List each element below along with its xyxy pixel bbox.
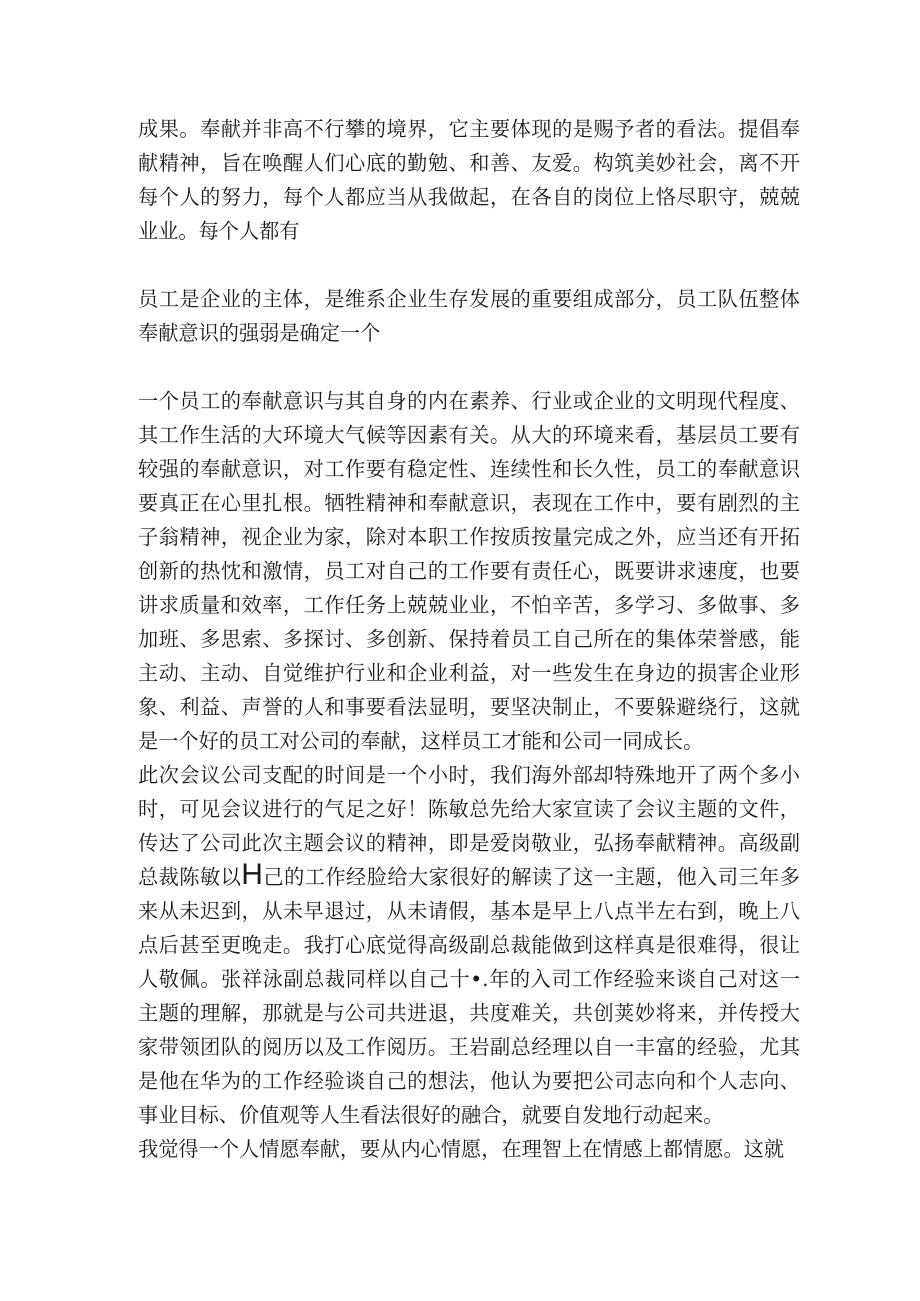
paragraph-4-rest: 己的工作经脸给大家很好的解读了这一主题，他入司三年多来从未迟到，从未早退过，从未请假，基本是早上八点半左右到，晚上八点后甚至更晚走。我打心底觉得高级副总裁能做到这样真是很难得，很让人敬佩。张祥泳副总裁同样以自己十•.年的入司工作经验来谈自己对这一主题的理解，那就是与公司共进退，共度难关，共创荚妙将来，并传授大家带领团队的阅历以及工作阅历。王岩副总经理以自一丰富的经验，尤其是他在华为的工作经验谈自己的想法，他认为要把公司志向和个人志向、事业目标、价值观等人生看法很好的融合，就要自发地行动起来。: [138, 865, 800, 1127]
paragraph-1: 成果。奉献并非高不行攀的境界，它主要体现的是赐予者的看法。提倡奉献精神，旨在唤醒人们心底的勤勉、和善、友爱。构筑美妙社会，离不开每个人的努力，每个人都应当从我做起，在各自的岗位上恪尽职守，兢兢业业。每个人都有: [138, 117, 800, 243]
paragraph-5: 我觉得一个人情愿奉献，要从内心情愿，在理智上在情感上都情愿。这就: [138, 1137, 785, 1161]
paragraph-2: 员工是企业的主体，是维系企业生存发展的重要组成部分，员工队伍整体奉献意识的强弱是确定一个: [138, 287, 800, 345]
paragraph-4-odd-glyph: H: [241, 858, 263, 891]
paragraph-4-start: 此次会议公司支配的时间是一个小时，我们海外部却特殊地开了两个多小时，可见会议进行的气足之好！陈敏总先给大家宣读了会议主题的文件，传达了公司此次主题会议的精神，即是爱岗敬业，弘扬奉献精神。高级副总裁陈敏以: [138, 763, 800, 889]
paragraph-4: [138, 758, 800, 1132]
paragraph-3: 一个员工的奉献意识与其自身的内在素养、行业或企业的文明现代程度、其工作生活的大环境大气候等因素有关。从大的环境来看，基层员工要有较强的奉献意识，对工作要有稳定性、连续性和长久性，员工的奉献意识要真正在心里扎根。牺牲精神和奉献意识，表现在工作中，要有剧烈的主子翁精神，视企业为家，除对本职工作按质按量完成之外，应当还有开拓创新的热忱和激情，员工对自己的工作要有责任心，既要讲求速度，也要讲求质量和效率，工作任务上兢兢业业，不怕辛苦，多学习、多做事、多加班、多思索、多探讨、多创新、保持着员工自己所在的集体荣誉感，能主动、主动、自觉维护行业和企业利益，对一些发生在身边的损害企业形象、利益、声誉的人和事要看法显明，要坚决制止，不要躲避绕行，这就是一个好的员工对公司的奉献，这样员工才能和公司一同成长。: [138, 389, 800, 753]
